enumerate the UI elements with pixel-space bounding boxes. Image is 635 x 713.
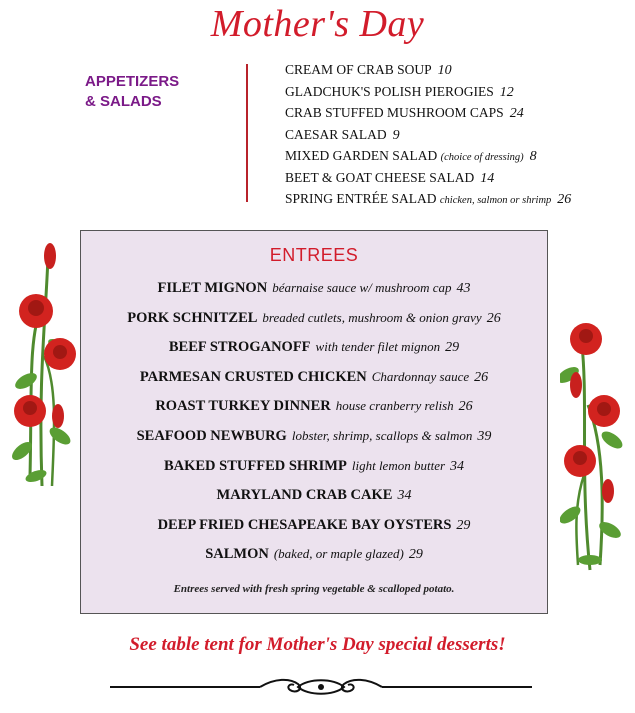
entree-name: PORK SCHNITZEL bbox=[127, 309, 258, 326]
entree-desc: with tender filet mignon bbox=[315, 339, 441, 355]
entree-item bbox=[81, 332, 547, 362]
appetizer-item bbox=[285, 102, 571, 124]
entree-item bbox=[81, 539, 547, 569]
entree-price: 26 bbox=[458, 399, 473, 415]
entrees-footnote: Entrees served with fresh spring vegetable & scalloped potato. bbox=[173, 583, 455, 595]
entree-name: SEAFOOD NEWBURG bbox=[136, 427, 287, 444]
entree-item bbox=[81, 421, 547, 451]
entree-name: ROAST TURKEY DINNER bbox=[155, 398, 331, 415]
entree-price: 43 bbox=[456, 281, 471, 296]
entree-item bbox=[81, 510, 547, 540]
entree-price: 39 bbox=[477, 428, 492, 444]
entree-desc: light lemon butter bbox=[351, 457, 446, 473]
entree-name: BEEF STROGANOFF bbox=[168, 339, 311, 356]
section-divider-rule bbox=[246, 64, 248, 202]
rose-bouquet-icon bbox=[8, 236, 76, 496]
appetizer-item bbox=[285, 81, 571, 103]
appetizer-name: CRAB STUFFED MUSHROOM CAPS bbox=[285, 105, 504, 120]
entree-desc: (baked, or maple glazed) bbox=[273, 546, 404, 562]
entree-name: DEEP FRIED CHESAPEAKE BAY OYSTERS bbox=[157, 516, 452, 533]
appetizer-note: chicken, salmon or shrimp bbox=[439, 195, 552, 206]
appetizer-name: CREAM OF CRAB SOUP bbox=[285, 62, 432, 77]
entree-price: 26 bbox=[486, 310, 501, 326]
appetizer-list bbox=[285, 59, 571, 210]
appetizer-name: BEET & GOAT CHEESE SALAD bbox=[285, 169, 475, 185]
entree-item bbox=[81, 303, 547, 333]
entree-desc: house cranberry relish bbox=[335, 398, 454, 414]
appetizer-name: GLADCHUK'S POLISH PIEROGIES bbox=[285, 83, 494, 99]
entree-price: 34 bbox=[397, 488, 412, 504]
entrees-panel bbox=[80, 230, 548, 614]
appetizer-price: 14 bbox=[480, 170, 495, 186]
appetizer-price: 10 bbox=[437, 63, 452, 78]
entree-item bbox=[81, 391, 547, 421]
appetizer-item bbox=[285, 145, 571, 167]
appetizer-note: (choice of dressing) bbox=[440, 152, 524, 163]
entree-price: 29 bbox=[445, 340, 460, 356]
scroll-flourish-icon bbox=[110, 676, 532, 698]
entree-name: BAKED STUFFED SHRIMP bbox=[163, 457, 347, 474]
entree-item bbox=[81, 362, 547, 392]
entree-item bbox=[81, 480, 547, 510]
entree-name: SALMON bbox=[205, 546, 269, 563]
menu-title: Mother's Day bbox=[210, 3, 425, 45]
entrees-heading: ENTREES bbox=[269, 245, 359, 265]
entree-name: MARYLAND CRAB CAKE bbox=[216, 487, 393, 504]
appetizer-name: CAESAR SALAD bbox=[285, 126, 387, 142]
entree-desc: béarnaise sauce w/ mushroom cap bbox=[272, 280, 452, 295]
entree-name: PARMESAN CRUSTED CHICKEN bbox=[139, 368, 367, 385]
entree-price: 34 bbox=[450, 458, 465, 474]
appetizers-heading bbox=[85, 72, 179, 112]
dessert-note: See table tent for Mother's Day special desserts! bbox=[129, 634, 506, 655]
appetizer-item bbox=[285, 124, 571, 146]
entree-item bbox=[81, 273, 547, 303]
appetizer-price: 8 bbox=[529, 149, 537, 164]
appetizer-name: SPRING ENTRÉE SALAD bbox=[285, 191, 437, 206]
rose-bouquet-icon bbox=[560, 315, 630, 575]
entree-desc: lobster, shrimp, scallops & salmon bbox=[291, 427, 473, 443]
entree-item bbox=[81, 451, 547, 481]
entree-price: 29 bbox=[408, 547, 423, 563]
appetizer-price: 26 bbox=[557, 192, 572, 207]
entree-list bbox=[81, 273, 547, 569]
entree-desc: Chardonnay sauce bbox=[371, 368, 470, 384]
appetizer-item bbox=[285, 188, 571, 210]
appetizer-price: 9 bbox=[392, 127, 400, 143]
entree-desc: breaded cutlets, mushroom & onion gravy bbox=[262, 309, 482, 325]
entree-name: FILET MIGNON bbox=[157, 280, 268, 296]
appetizer-item bbox=[285, 59, 571, 81]
appetizer-item bbox=[285, 167, 571, 189]
appetizer-price: 24 bbox=[509, 106, 524, 121]
appetizer-price: 12 bbox=[499, 84, 514, 100]
entree-price: 26 bbox=[474, 369, 489, 385]
appetizer-name: MIXED GARDEN SALAD bbox=[285, 148, 438, 163]
appetizers-heading-line2: & SALADS bbox=[85, 93, 162, 110]
appetizers-heading-line1: APPETIZERS bbox=[85, 73, 180, 90]
entree-price: 29 bbox=[456, 517, 471, 533]
